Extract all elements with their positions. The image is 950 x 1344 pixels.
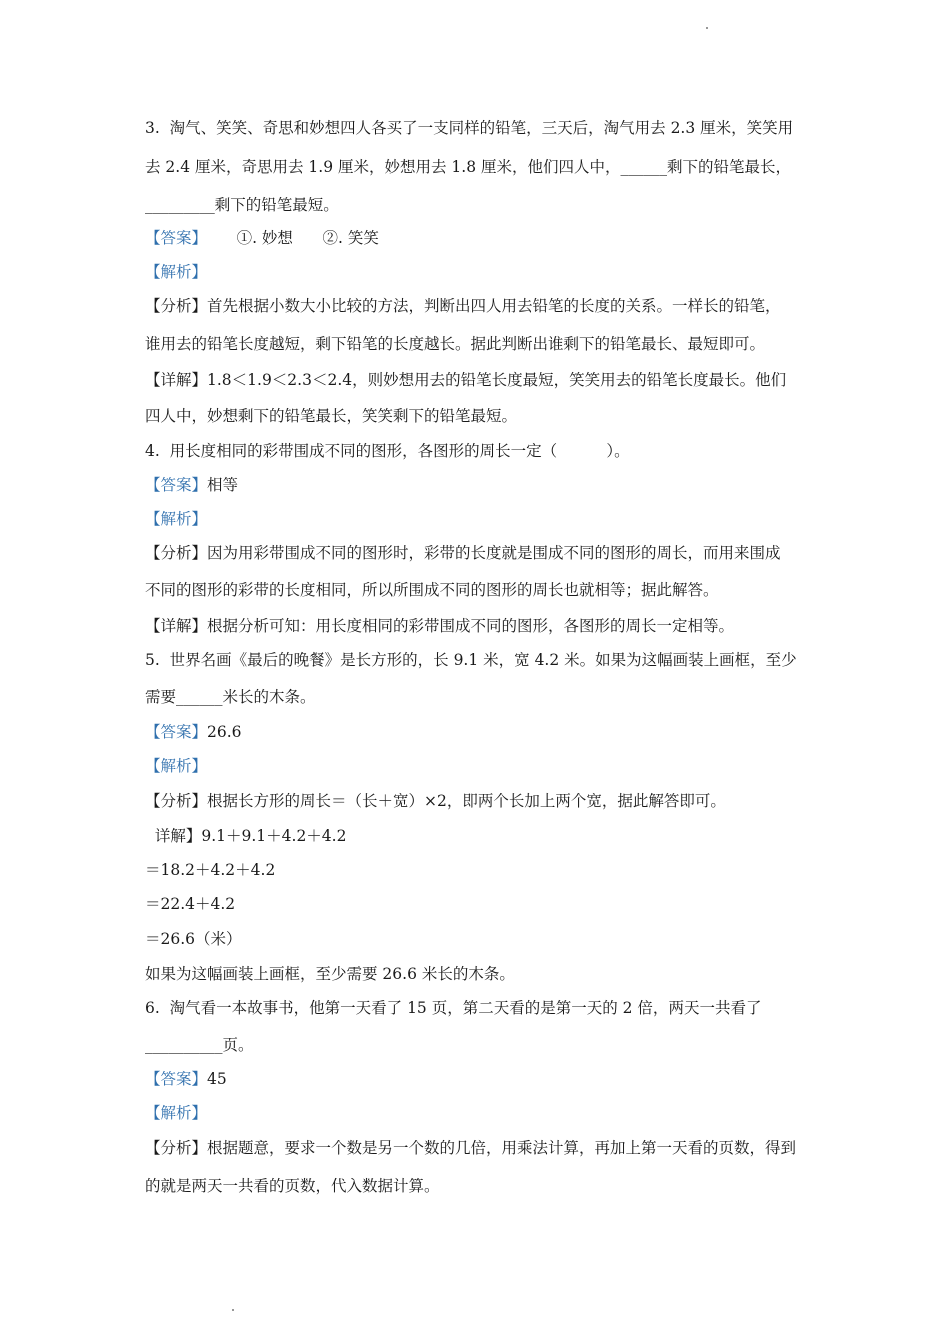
text-line [145, 860, 825, 880]
page-mark-top [706, 27, 708, 29]
line-text: 45 [207, 1070, 227, 1088]
line-text: 四人中，妙想剩下的铅笔最长，笑笑剩下的铅笔最短。 [145, 407, 518, 425]
line-text: 如果为这幅画装上画框，至少需要 26.6 米长的木条。 [145, 965, 515, 983]
text-line [145, 756, 825, 776]
line-text: 【分析】根据题意，要求一个数是另一个数的几倍，用乘法计算，再加上第一天看的页数，得到 [145, 1139, 797, 1157]
line-text: 【详解】根据分析可知：用长度相同的彩带围成不同的图形，各图形的周长一定相等。 [145, 617, 735, 635]
text-line [145, 616, 825, 636]
line-text: ＝18.2＋4.2＋4.2 [145, 861, 276, 879]
line-text: 4. 用长度相同的彩带围成不同的图形，各图形的周长一定（ ）。 [145, 442, 630, 460]
text-line [145, 929, 825, 949]
line-text: 【分析】首先根据小数大小比较的方法，判断出四人用去铅笔的长度的关系。一样长的铅笔， [145, 297, 781, 315]
text-line [145, 650, 825, 670]
section-tag: 【解析】 [145, 510, 208, 528]
line-text: 相等 [207, 476, 239, 494]
line-text: 谁用去的铅笔长度越短，剩下铅笔的长度越长。据此判断出谁剩下的铅笔最长、最短即可。 [145, 335, 766, 353]
text-line [145, 543, 825, 563]
text-line [145, 998, 825, 1018]
section-tag: 【答案】 [145, 229, 208, 247]
text-line [145, 370, 825, 390]
text-line [145, 826, 825, 846]
line-text: 【详解】1.8＜1.9＜2.3＜2.4，则妙想用去的铅笔长度最短，笑笑用去的铅笔长度最长。他们 [145, 371, 787, 389]
text-line [145, 441, 825, 461]
line-text: 26.6 [207, 723, 242, 741]
line-text: 3. 淘气、笑笑、奇思和妙想四人各买了一支同样的铅笔，三天后，淘气用去 2.3 厘米，笑笑用 [145, 119, 794, 137]
text-line [145, 228, 825, 248]
text-line [145, 195, 825, 215]
section-tag: 【答案】 [145, 723, 208, 741]
line-text: 不同的图形的彩带的长度相同，所以所围成不同的图形的周长也就相等；据此解答。 [145, 581, 719, 599]
line-text: 【分析】根据长方形的周长＝（长＋宽）×2，即两个长加上两个宽，据此解答即可。 [145, 792, 726, 810]
line-text: 的就是两天一共看的页数，代入数据计算。 [145, 1177, 440, 1195]
line-text: ＝26.6（米） [145, 930, 242, 948]
text-line [145, 509, 825, 529]
line-text: 【分析】因为用彩带围成不同的图形时，彩带的长度就是围成不同的图形的周长，而用来围成 [145, 544, 781, 562]
text-line [145, 1069, 825, 1089]
text-line [145, 1176, 825, 1196]
text-line [145, 580, 825, 600]
line-text: 需要______米长的木条。 [145, 688, 316, 706]
line-text: 去 2.4 厘米，奇思用去 1.9 厘米，妙想用去 1.8 厘米，他们四人中，______剩下的铅笔最长， [145, 158, 792, 176]
line-text: __________页。 [145, 1036, 254, 1054]
line-text: ＝22.4＋4.2 [145, 895, 236, 913]
text-line [145, 722, 825, 742]
text-line [145, 296, 825, 316]
text-line [145, 964, 825, 984]
section-tag: 【解析】 [145, 263, 208, 281]
line-text: 5. 世界名画《最后的晚餐》是长方形的，长 9.1 米，宽 4.2 米。如果为这幅画装上画框，至少 [145, 651, 797, 669]
line-text: _________剩下的铅笔最短。 [145, 196, 339, 214]
line-text: 详解】9.1＋9.1＋4.2＋4.2 [145, 827, 347, 845]
text-line [145, 1035, 825, 1055]
text-line [145, 118, 825, 138]
section-tag: 【答案】 [145, 476, 208, 494]
section-tag: 【答案】 [145, 1070, 208, 1088]
text-line [145, 1138, 825, 1158]
line-text: 6. 淘气看一本故事书，他第一天看了 15 页，第二天看的是第一天的 2 倍，两天一共看了 [145, 999, 762, 1017]
text-line [145, 475, 825, 495]
page-mark-bottom [232, 1309, 234, 1311]
text-line [145, 791, 825, 811]
text-line [145, 1103, 825, 1123]
text-line [145, 687, 825, 707]
section-tag: 【解析】 [145, 1104, 208, 1122]
text-line [145, 157, 825, 177]
text-line [145, 894, 825, 914]
text-line [145, 406, 825, 426]
section-tag: 【解析】 [145, 757, 208, 775]
text-line [145, 334, 825, 354]
text-line [145, 262, 825, 282]
line-text: ①. 妙想 ②. 笑笑 [207, 229, 379, 247]
